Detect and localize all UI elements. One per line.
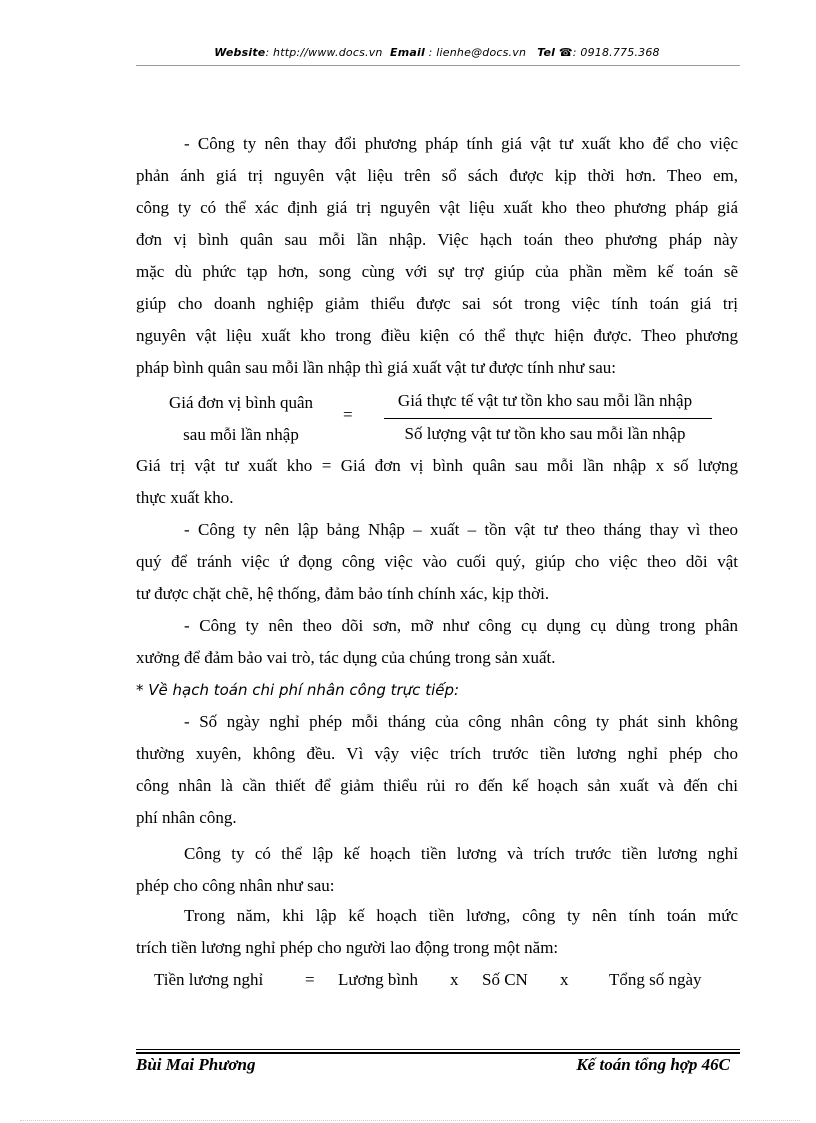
p4-line-2: xưởng để đảm bảo vai trò, tác dụng của chúng trong sản xuất.: [136, 648, 556, 667]
tel-label: Tel: [537, 46, 556, 59]
email-value: : lienhe@docs.vn: [428, 46, 527, 59]
footer-author: Bùi Mai Phương: [136, 1055, 256, 1074]
formula2-times2: x: [560, 970, 569, 989]
footer-divider-thick: [136, 1052, 740, 1054]
formula2-term3: Số CN: [482, 970, 528, 989]
website-label: Website: [214, 46, 266, 59]
fraction-bar: [384, 418, 712, 419]
footer-class: Kế toán tổng hợp 46C: [576, 1055, 730, 1074]
header-divider: [136, 65, 740, 66]
p1-line-3: công ty có thể xác định giá trị nguyên vật liệu xuất kho theo phương pháp giá: [136, 198, 738, 217]
p2-line-1: Giá trị vật tư xuất kho = Giá đơn vị bình quân sau mỗi lần nhập x số lượng: [136, 456, 738, 475]
p1-line-2: phản ánh giá trị nguyên vật liệu trên sổ sách được kịp thời hơn. Theo em,: [136, 166, 738, 185]
p6-line-2: phép cho công nhân như sau:: [136, 876, 335, 895]
section-heading: * Về hạch toán chi phí nhân công trực tiếp:: [136, 681, 460, 699]
p1-line-7: nguyên vật liệu xuất kho trong điều kiện có thể thực hiện được. Theo phương: [136, 326, 738, 345]
formula1-left-top: Giá đơn vị bình quân: [168, 393, 314, 412]
formula1-equals: =: [343, 405, 353, 424]
footer-divider-thin: [136, 1049, 740, 1050]
p7-line-1: Trong năm, khi lập kế hoạch tiền lương, công ty nên tính toán mức: [184, 906, 738, 925]
p3-line-2: quý để tránh việc ứ đọng công việc vào cuối quý, giúp cho việc theo dõi vật: [136, 552, 738, 571]
formula2-equals: =: [305, 970, 315, 989]
formula2-term2: Lương bình: [338, 970, 419, 989]
website-value: : http://www.docs.vn: [265, 46, 383, 59]
formula2-term1: Tiền lương nghỉ: [154, 970, 264, 989]
p1-line-5: mặc dù phức tạp hơn, song cùng với sự trợ giúp của phần mềm kế toán sẽ: [136, 262, 738, 281]
p5-line-4: phí nhân công.: [136, 808, 237, 827]
email-label: Email: [390, 46, 425, 59]
p3-line-1: - Công ty nên lập bảng Nhập – xuất – tồn vật tư theo tháng thay vì theo: [184, 520, 738, 539]
formula1-left-bottom: sau mỗi lần nhập: [183, 425, 299, 444]
p3-line-3: tư được chặt chẽ, hệ thống, đảm bảo tính chính xác, kịp thời.: [136, 584, 550, 603]
p1-line-4: đơn vị bình quân sau mỗi lần nhập. Việc hạch toán theo phương pháp này: [136, 230, 738, 249]
page-header: [136, 46, 738, 59]
formula1-denominator: Số lượng vật tư tồn kho sau mỗi lần nhập: [404, 424, 686, 443]
p7-line-2: trích tiền lương nghỉ phép cho người lao động trong một năm:: [136, 938, 559, 957]
p5-line-2: thường xuyên, không đều. Vì vậy việc trích trước tiền lương nghỉ phép cho: [136, 744, 738, 763]
p5-line-1: - Số ngày nghỉ phép mỗi tháng của công nhân công ty phát sinh không: [184, 712, 738, 731]
formula1-numerator: Giá thực tế vật tư tồn kho sau mỗi lần nhập: [397, 391, 693, 410]
p1-line-1: - Công ty nên thay đổi phương pháp tính giá vật tư xuất kho để cho việc: [184, 134, 738, 153]
p1-line-8: pháp bình quân sau mỗi lần nhập thì giá xuất vật tư được tính như sau:: [136, 358, 616, 377]
phone-icon: ☎: [558, 46, 573, 59]
p6-line-1: Công ty có thể lập kế hoạch tiền lương và trích trước tiền lương nghỉ: [184, 844, 738, 863]
tel-value: : 0918.775.368: [572, 46, 660, 59]
formula2-term4: Tổng số ngày: [609, 970, 702, 989]
p1-line-6: giúp cho doanh nghiệp giảm thiểu được sai sót trong việc tính toán giá trị: [136, 294, 738, 313]
p2-line-2: thực xuất kho.: [136, 488, 234, 507]
page-bottom-border: [20, 1120, 800, 1121]
p4-line-1: - Công ty nên theo dõi sơn, mỡ như công cụ dụng cụ dùng trong phân: [184, 616, 738, 635]
formula2-times1: x: [450, 970, 459, 989]
p5-line-3: công nhân là cần thiết để giảm thiểu rủi ro đến kế hoạch sản xuất và đến chi: [136, 776, 738, 795]
